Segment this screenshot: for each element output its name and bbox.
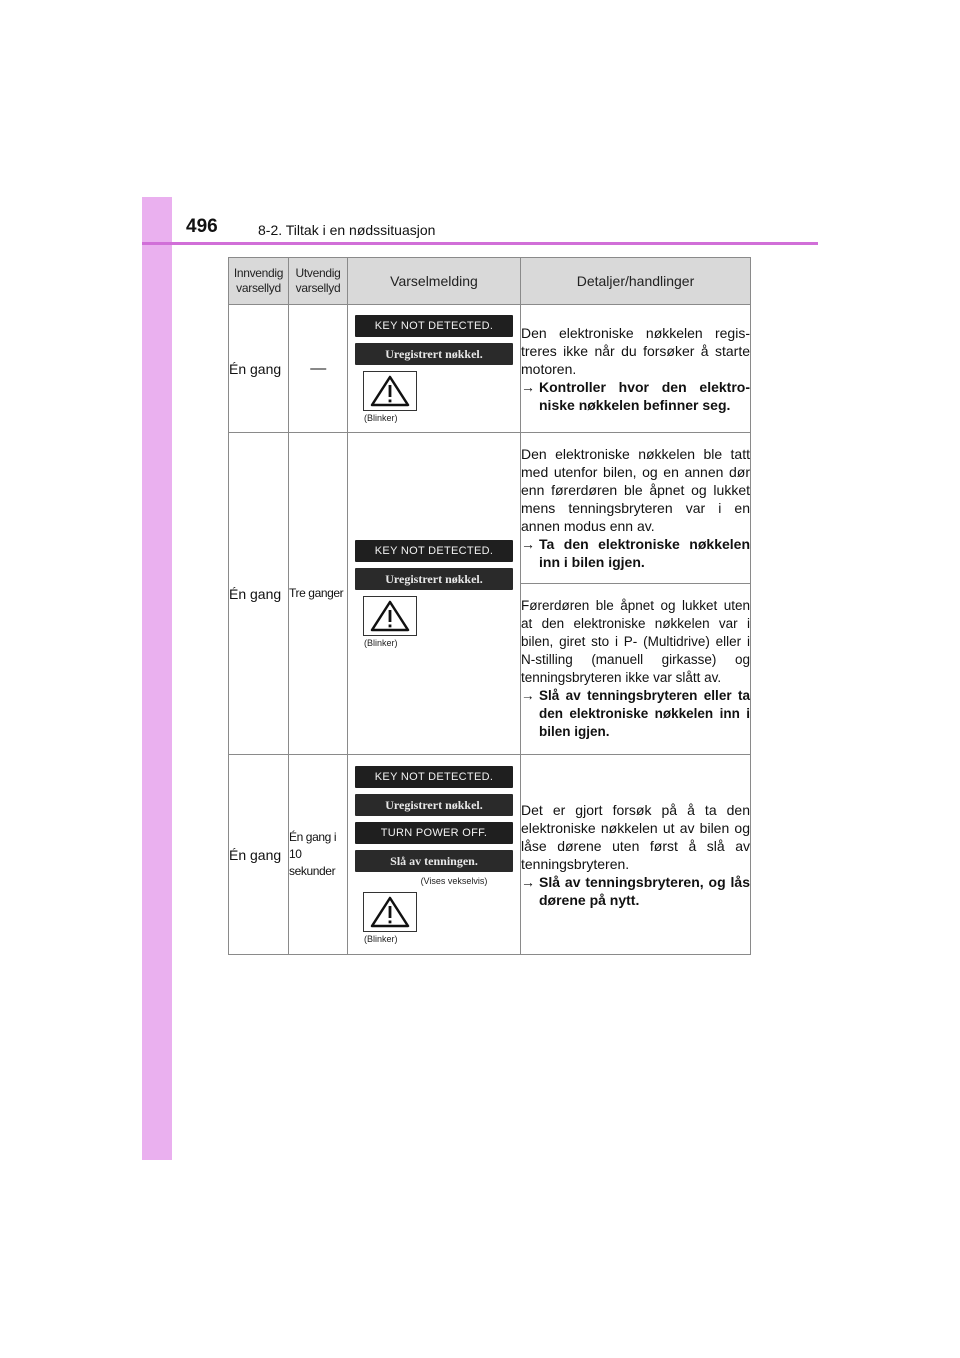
side-color-strip bbox=[142, 197, 172, 1160]
message-cell bbox=[348, 755, 521, 955]
message-display-english: KEY NOT DETECTED. bbox=[355, 766, 513, 788]
header-outer-buzzer: Utvendig varsellyd bbox=[289, 258, 348, 305]
arrow-icon: → bbox=[521, 873, 535, 890]
action-line bbox=[521, 873, 750, 909]
outer-buzzer-cell: Tre ganger bbox=[289, 433, 348, 755]
action-text: Slå av tenningsbryteren eller ta den elektroniske nøkkelen inn i bilen igjen. bbox=[539, 688, 750, 739]
message-display-local: Uregistrert nøkkel. bbox=[355, 568, 513, 590]
blink-note: (Blinker) bbox=[364, 933, 398, 944]
message-display-local-power: Slå av tenningen. bbox=[355, 850, 513, 872]
outer-buzzer-cell: Én gang i 10 sekunder bbox=[289, 755, 348, 955]
table-header-row bbox=[229, 258, 751, 305]
details-cell bbox=[521, 433, 751, 584]
blink-note: (Blinker) bbox=[364, 412, 398, 423]
arrow-icon: → bbox=[521, 536, 535, 552]
message-cell bbox=[348, 433, 521, 755]
message-cell bbox=[348, 305, 521, 433]
warning-table bbox=[228, 257, 751, 955]
message-display-english: KEY NOT DETECTED. bbox=[355, 315, 513, 337]
details-cell bbox=[521, 755, 751, 955]
header-rule bbox=[142, 242, 818, 245]
outer-buzzer-cell: — bbox=[289, 305, 348, 433]
alternate-note: (Vises vekselvis) bbox=[420, 875, 488, 886]
inner-buzzer-cell: Én gang bbox=[229, 433, 289, 755]
message-display-local: Uregistrert nøkkel. bbox=[355, 343, 513, 365]
action-line bbox=[521, 687, 750, 741]
message-display-english-power: TURN POWER OFF. bbox=[355, 822, 513, 844]
blink-note: (Blinker) bbox=[364, 637, 398, 648]
table-row bbox=[229, 755, 751, 955]
action-line bbox=[521, 378, 750, 414]
inner-buzzer-cell: Én gang bbox=[229, 305, 289, 433]
detail-text: Førerdøren ble åpnet og lukket uten at den elektroniske nøkkelen var i bilen, giret sto i P- (Multidrive) eller i N-stilling (manuell girkasse) og tenningsbryteren ikke var slått av. bbox=[521, 598, 750, 685]
action-text: Kontroller hvor den elektroniske nøkkelen befinner seg. bbox=[539, 378, 750, 413]
section-title: 8-2. Tiltak i en nødssituasjon bbox=[258, 222, 436, 238]
page-number: 496 bbox=[186, 216, 218, 237]
action-text: Ta den elektroniske nøkkelen inn i bilen igjen. bbox=[539, 536, 750, 570]
table-row bbox=[229, 305, 751, 433]
details-cell bbox=[521, 584, 751, 755]
header-details: Detaljer/handlinger bbox=[521, 258, 751, 305]
warning-triangle-icon bbox=[363, 596, 417, 636]
message-display-local: Uregistrert nøkkel. bbox=[355, 794, 513, 816]
detail-text: Den elektroniske nøkkelen registreres ikke når du forsøker å starte motoren. bbox=[521, 324, 750, 377]
header-inner-buzzer: Innvendig varsellyd bbox=[229, 258, 289, 305]
arrow-icon: → bbox=[521, 378, 535, 395]
details-cell bbox=[521, 305, 751, 433]
arrow-icon: → bbox=[521, 688, 535, 703]
inner-buzzer-cell: Én gang bbox=[229, 755, 289, 955]
message-display-english: KEY NOT DETECTED. bbox=[355, 540, 513, 562]
warning-triangle-icon bbox=[363, 371, 417, 411]
detail-text: Det er gjort forsøk på å ta den elektroniske nøkkelen ut av bilen og låse dørene uten først å slå av tenningsbryteren. bbox=[521, 801, 750, 872]
warning-triangle-icon bbox=[363, 892, 417, 932]
action-line bbox=[521, 535, 750, 571]
header-message: Varselmelding bbox=[348, 258, 521, 305]
detail-text: Den elektroniske nøkkelen ble tatt med utenfor bilen, og en annen dør enn førerdøren ble åpnet og lukket mens tenningsbryteren var i en annen modus enn av. bbox=[521, 446, 750, 534]
table-row bbox=[229, 433, 751, 584]
action-text: Slå av tenningsbryteren, og lås dørene på nytt. bbox=[539, 873, 750, 908]
